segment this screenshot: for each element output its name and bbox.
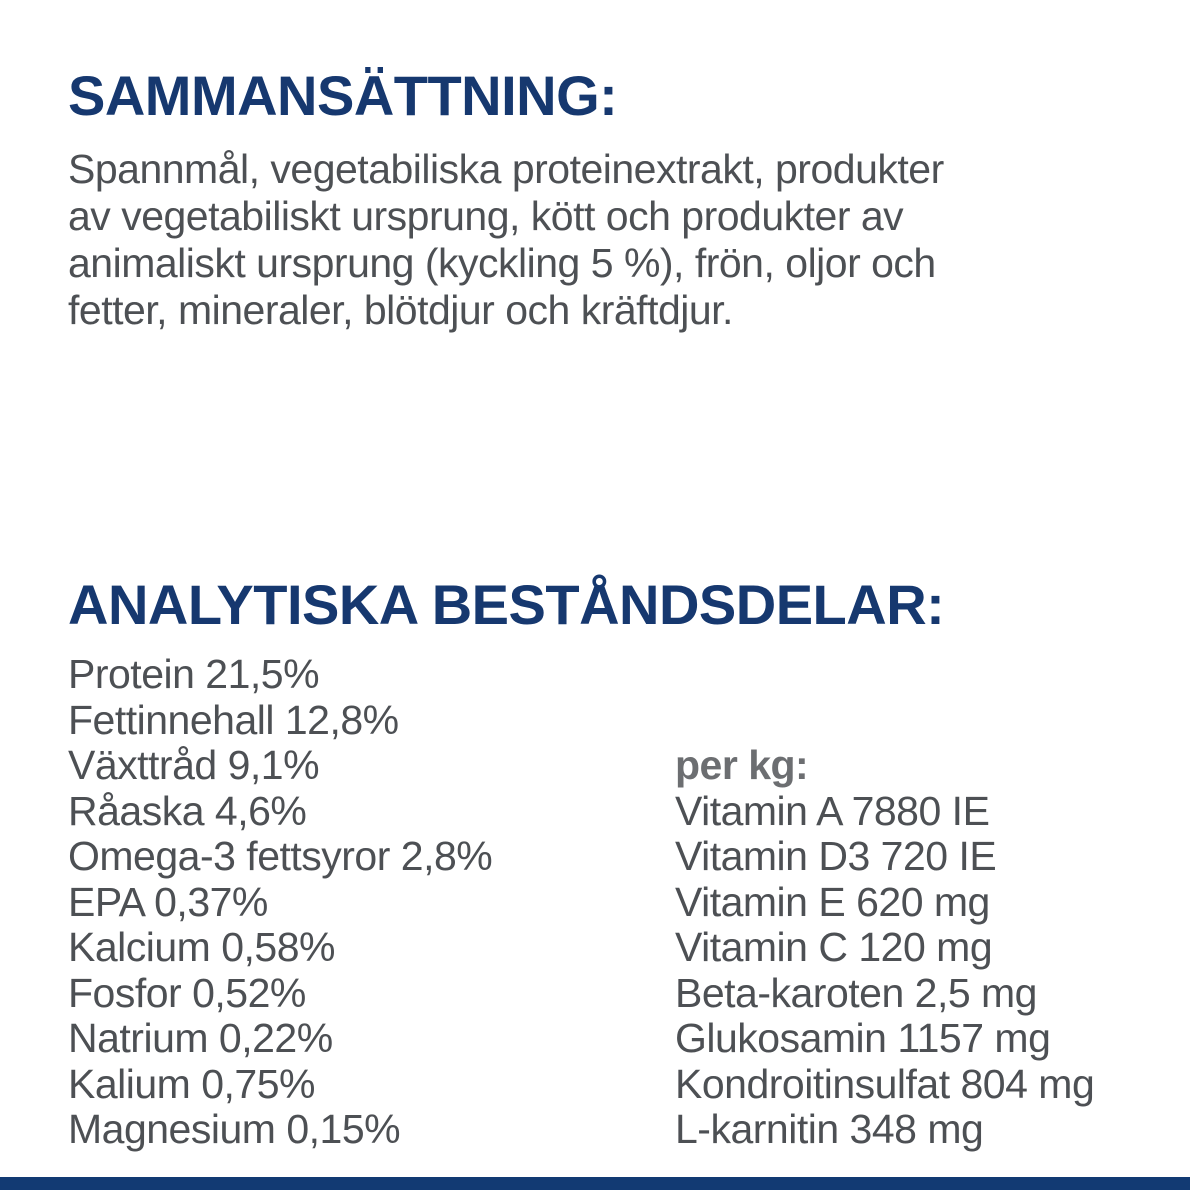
- composition-heading: SAMMANSÄTTNING:: [68, 64, 618, 127]
- analytical-item: Kalcium 0,58%: [68, 924, 335, 970]
- bottom-accent-bar: [0, 1177, 1190, 1190]
- analytical-item: Vitamin E 620 mg: [675, 878, 990, 925]
- analytical-item: Protein 21,5%: [68, 651, 320, 697]
- analytical-item: Omega-3 fettsyror 2,8%: [68, 833, 493, 879]
- composition-line: animaliskt ursprung (kyckling 5 %), frön, oljor och: [68, 240, 936, 286]
- analytical-item: Råaska 4,6%: [68, 787, 307, 834]
- analytical-item: Växttråd 9,1%: [68, 742, 320, 788]
- analytical-item: Glukosamin 1157 mg: [675, 1015, 1051, 1061]
- analytical-item: Fosfor 0,52%: [68, 969, 306, 1016]
- analytical-item: Fettinnehall 12,8%: [68, 696, 399, 743]
- analytical-item: Magnesium 0,15%: [68, 1106, 401, 1152]
- composition-line: av vegetabiliskt ursprung, kött och produkter av: [68, 193, 904, 239]
- analytical-item: Kondroitinsulfat 804 mg: [675, 1060, 1095, 1107]
- analytical-left-list: [68, 652, 492, 1153]
- analytical-item: Natrium 0,22%: [68, 1015, 333, 1061]
- analytical-item: Vitamin C 120 mg: [675, 924, 993, 970]
- analytical-item: Kalium 0,75%: [68, 1060, 315, 1107]
- analytical-item: Vitamin A 7880 IE: [675, 787, 990, 834]
- analytical-item: Vitamin D3 720 IE: [675, 833, 997, 879]
- composition-line: fetter, mineraler, blötdjur och kräftdjur.: [68, 287, 733, 333]
- analytical-heading: ANALYTISKA BESTÅNDSDELAR:: [68, 573, 945, 636]
- analytical-item: Beta-karoten 2,5 mg: [675, 969, 1037, 1016]
- analytical-right-list: [675, 743, 1094, 1153]
- composition-line: Spannmål, vegetabiliska proteinextrakt, produkter: [68, 146, 944, 192]
- analytical-item: EPA 0,37%: [68, 878, 268, 925]
- analytical-item: L-karnitin 348 mg: [675, 1106, 984, 1152]
- per-kg-label: per kg:: [675, 742, 809, 788]
- composition-text: [68, 146, 944, 334]
